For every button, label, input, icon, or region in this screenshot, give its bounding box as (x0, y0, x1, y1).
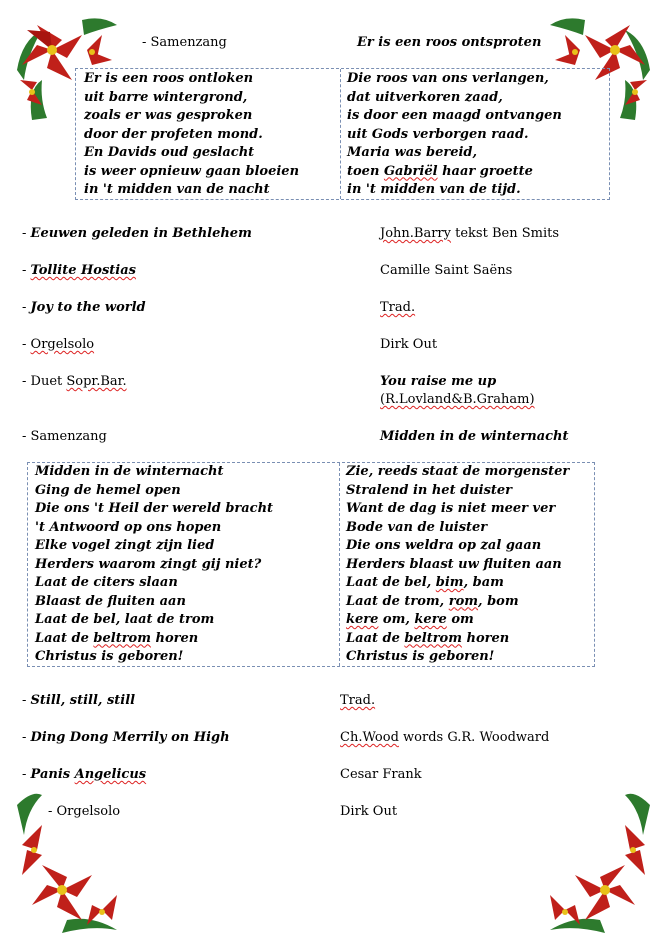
item-dash: - (22, 693, 31, 708)
item-composer (380, 226, 559, 241)
lyric-line: dat uitverkoren zaad, (347, 89, 503, 105)
lyrics-box-1 (75, 68, 610, 200)
item-dash: - (22, 767, 31, 782)
lyric-line: door der profeten mond. (84, 126, 263, 142)
lyric-line: Want de dag is niet meer ver (346, 501, 556, 516)
lyrics-left-column (84, 70, 299, 200)
lyric-fragment: rom (448, 593, 479, 609)
program-item (22, 767, 146, 782)
lyric-fragment: , bam (463, 575, 504, 590)
item-dash: - (22, 730, 31, 745)
lyric-line: Die roos van ons verlangen, (347, 71, 549, 86)
lyric-line: in 't midden van de tijd. (347, 182, 521, 197)
lyrics-left-column (35, 463, 273, 667)
samenzang-label: - Samenzang (22, 429, 107, 444)
lyrics-right-column (346, 463, 569, 667)
item-title: Ding Dong Merrily on High (30, 730, 230, 745)
lyric-line: is door een maagd ontvangen (347, 108, 562, 123)
item-dash: - (22, 226, 31, 241)
lyric-line: in 't midden van de nacht (84, 182, 270, 197)
song-title: Er is een roos ontsproten (357, 35, 542, 50)
lyric-line: zoals er was gesproken (84, 108, 253, 123)
item-title: Joy to the world (30, 300, 146, 315)
item-dash: - (22, 337, 31, 352)
item-composer (340, 730, 549, 745)
lyric-line: Bode van de luister (346, 519, 488, 535)
lyric-line: Stralend in het duister (346, 482, 513, 498)
lyric-line: Blaast de fluiten aan (35, 593, 186, 609)
lyric-line: En Davids oud geslacht (84, 145, 255, 160)
item-title: Eeuwen geleden in Bethlehem (30, 226, 252, 241)
item-title: Orgelsolo (30, 337, 95, 352)
lyric-fragment: horen (462, 630, 510, 646)
lyric-fragment: , bom (478, 593, 519, 609)
lyric-line: 't Antwoord op ons hopen (35, 519, 222, 535)
item-title: Angelicus (74, 767, 147, 782)
item-title: Sopr.Bar. (66, 374, 127, 389)
lyric-line (35, 630, 273, 649)
lyric-fragment: horen (151, 630, 199, 646)
item-dash: - (22, 300, 31, 315)
lyric-line: Christus is geboren! (35, 649, 184, 664)
lyric-line: Maria was bereid, (347, 145, 478, 160)
composer-fragment: John.Barry (380, 226, 451, 241)
lyric-fragment: Laat de (346, 630, 405, 646)
lyric-fragment: haar groette (437, 163, 533, 179)
item-composer: Trad. (380, 300, 416, 315)
lyric-fragment: kere (414, 612, 447, 627)
lyrics-box-2 (27, 462, 595, 667)
lyric-line: Laat de bel, laat de trom (35, 612, 215, 627)
program-item (22, 226, 252, 241)
item-dash: - (22, 263, 31, 278)
composer-fragment: Ch.Wood (340, 730, 399, 745)
lyric-fragment: om, (378, 612, 415, 627)
lyric-line: Midden in de winternacht (35, 464, 224, 479)
column-divider (339, 463, 340, 666)
item-title: Still, still, still (30, 693, 136, 708)
samenzang-label: - Samenzang (142, 35, 227, 50)
program-item (22, 337, 94, 352)
item-composer: Trad. (340, 693, 376, 708)
lyric-line (347, 163, 562, 182)
item-composer: Camille Saint Saëns (380, 263, 513, 278)
composer-fragment: words G.R. Woodward (398, 730, 550, 745)
item-composer: (R.Lovland&B.Graham) (380, 392, 535, 407)
lyric-line: Christus is geboren! (346, 649, 495, 664)
lyric-fragment: Gabriël (383, 163, 438, 179)
lyric-fragment: Laat de (35, 630, 94, 646)
item-dash: - Duet (22, 374, 67, 389)
lyrics-right-column (347, 70, 562, 200)
lyric-line (346, 574, 569, 593)
program-item (22, 300, 146, 315)
lyric-line: Ging de hemel open (35, 482, 181, 498)
program-item: - Orgelsolo (48, 804, 121, 819)
lyric-line: Laat de citers slaan (35, 575, 178, 590)
lyric-fragment: kere (346, 612, 379, 627)
song-title: Midden in de winternacht (380, 429, 569, 444)
program-item (22, 730, 230, 745)
item-composer: Cesar Frank (340, 767, 422, 782)
program-item (22, 263, 136, 278)
composer-fragment: tekst Ben Smits (451, 226, 559, 241)
lyric-fragment: Laat de trom, (346, 593, 449, 609)
lyric-line (346, 611, 569, 630)
lyric-fragment: om (446, 612, 474, 627)
program-item (22, 374, 127, 389)
item-title: Tollite Hostias (30, 263, 136, 278)
item-song-title: You raise me up (380, 374, 497, 389)
lyric-line: is weer opnieuw gaan bloeien (84, 163, 300, 179)
lyric-line (346, 630, 569, 649)
lyric-fragment: Laat de bel, (346, 575, 436, 590)
lyric-line: Herders blaast uw fluiten aan (346, 556, 562, 572)
lyric-fragment: toen (347, 163, 384, 179)
lyric-line: uit barre wintergrond, (84, 89, 248, 105)
poinsettia-decoration-icon (545, 785, 655, 935)
lyric-line: Herders waarom zingt gij niet? (35, 556, 262, 572)
lyric-line: Die ons 't Heil der wereld bracht (35, 501, 274, 516)
lyric-line: Zie, reeds staat de morgenster (346, 464, 570, 479)
item-composer: Dirk Out (340, 804, 398, 819)
lyric-fragment: beltrom (404, 630, 462, 646)
lyric-line: uit Gods verborgen raad. (347, 126, 529, 142)
lyric-line: Er is een roos ontloken (84, 71, 254, 86)
lyric-line: Elke vogel zingt zijn lied (35, 538, 215, 553)
lyric-fragment: bim (435, 575, 464, 590)
program-item (22, 693, 135, 708)
lyric-line (346, 593, 569, 612)
lyric-fragment: beltrom (93, 630, 151, 646)
column-divider (340, 69, 341, 199)
item-title: Panis (30, 767, 75, 782)
item-composer: Dirk Out (380, 337, 438, 352)
lyric-line: Die ons weldra op zal gaan (346, 538, 542, 553)
